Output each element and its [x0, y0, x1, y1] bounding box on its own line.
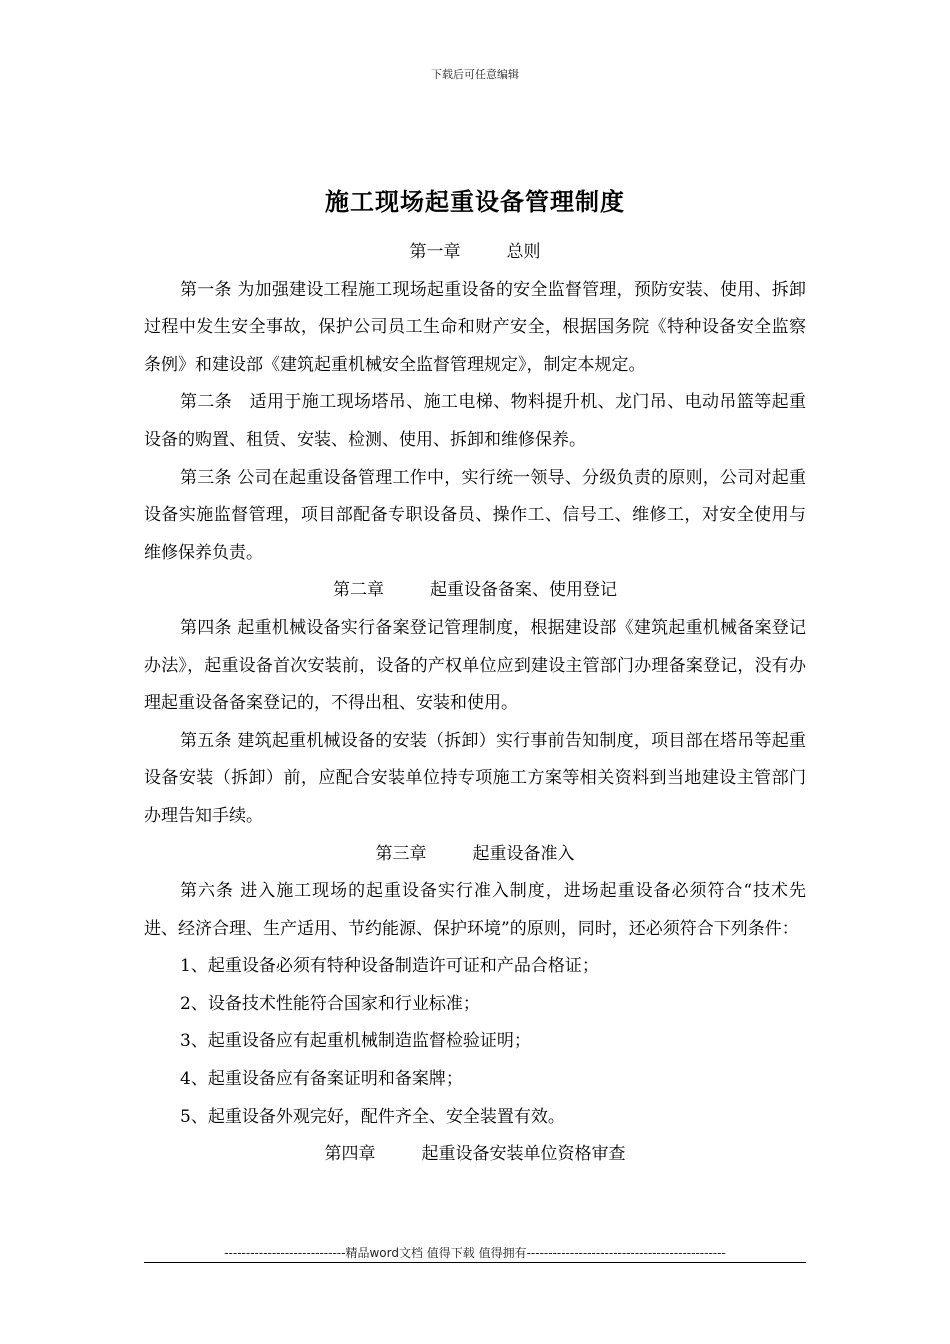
chapter-name: 起重设备安装单位资格审查 — [421, 1144, 626, 1165]
document-body — [144, 234, 806, 1174]
condition-item: 5、起重设备外观完好，配件齐全、安全装置有效。 — [180, 1106, 565, 1127]
chapter-heading — [144, 572, 806, 610]
condition-item: 2、设备技术性能符合国家和行业标准； — [180, 993, 480, 1014]
article-paragraph: 第三条 公司在起重设备管理工作中，实行统一领导、分级负责的原则，公司对起重设备实施监督管理，项目部配备专职设备员、操作工、信号工、维修工，对安全使用与维修保养负责。 — [144, 467, 806, 563]
chapter-number: 第二章 — [333, 580, 384, 601]
condition-item: 4、起重设备应有备案证明和备案牌； — [180, 1069, 463, 1090]
article-paragraph: 第五条 建筑起重机械设备的安装（拆卸）实行事前告知制度，项目部在塔吊等起重设备安装（拆卸）前，应配合安装单位持专项施工方案等相关资料到当地建设主管部门办理告知手续。 — [144, 730, 806, 826]
article-paragraph: 第六条 进入施工现场的起重设备实行准入制度，进场起重设备必须符合“技术先进、经济合理、生产适用、节约能源、保护环境”的原则，同时，还必须符合下列条件： — [144, 881, 806, 939]
article-paragraph: 第一条 为加强建设工程施工现场起重设备的安全监督管理，预防安装、使用、拆卸过程中发生安全事故，保护公司员工生命和财产安全，根据国务院《特种设备安全监察条例》和建设部《建筑起重机械安全监督管理规定》，制定本规定。 — [144, 279, 806, 375]
condition-item: 1、起重设备必须有特种设备制造许可证和产品合格证； — [180, 956, 599, 977]
footer-divider — [144, 1262, 806, 1263]
header-note: 下载后可任意编辑 — [431, 68, 519, 81]
chapter-name: 总则 — [506, 242, 541, 262]
article-paragraph: 第二条 适用于施工现场塔吊、施工电梯、物料提升机、龙门吊、电动吊篮等起重设备的购置、租赁、安装、检测、使用、拆卸和维修保养。 — [144, 392, 806, 450]
chapter-number: 第四章 — [324, 1144, 376, 1165]
condition-item: 3、起重设备应有起重机械制造监督检验证明； — [180, 1031, 531, 1052]
chapter-name: 起重设备准入 — [472, 843, 575, 864]
chapter-heading — [144, 234, 806, 272]
chapter-number: 第三章 — [375, 843, 427, 864]
chapter-heading — [144, 1136, 806, 1174]
footer-note: ----------------------------精品word文档 值得下载 值得拥有---------------------------------------------- — [224, 1246, 726, 1260]
chapter-number: 第一章 — [409, 242, 461, 262]
chapter-heading — [144, 836, 806, 874]
chapter-name: 起重设备备案、使用登记 — [430, 580, 617, 601]
article-paragraph: 第四条 起重机械设备实行备案登记管理制度，根据建设部《建筑起重机械备案登记办法》，起重设备首次安装前，设备的产权单位应到建设主管部门办理备案登记，没有办理起重设备备案登记的，不得出租、安装和使用。 — [144, 617, 806, 714]
document-title: 施工现场起重设备管理制度 — [325, 188, 625, 216]
